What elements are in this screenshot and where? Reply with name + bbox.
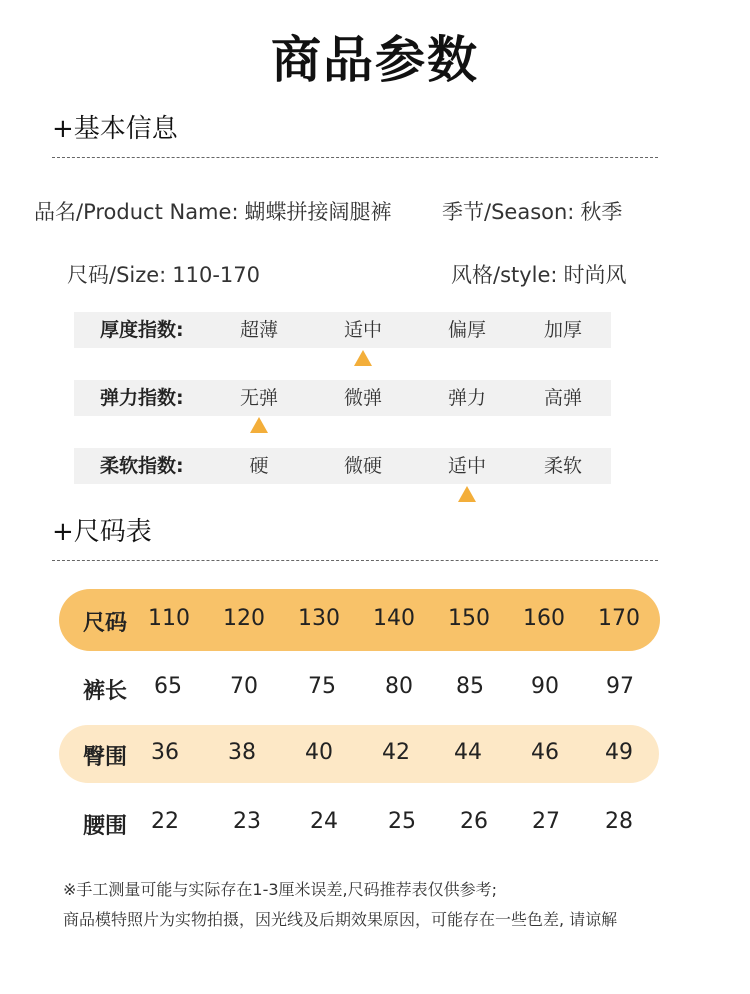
thickness-index-label: 厚度指数: bbox=[100, 319, 184, 341]
table-cell: 36 bbox=[151, 740, 179, 765]
style-field bbox=[451, 259, 627, 289]
size-table-row-label: 臀围 bbox=[83, 745, 128, 770]
size-table-row-label: 尺码 bbox=[83, 611, 128, 636]
softness-option: 硬 bbox=[249, 455, 269, 477]
table-cell: 42 bbox=[382, 740, 410, 765]
table-cell: 27 bbox=[532, 809, 560, 834]
table-cell: 44 bbox=[454, 740, 482, 765]
table-cell: 85 bbox=[456, 674, 484, 699]
basic-info-heading: +基本信息 bbox=[52, 114, 178, 144]
section-divider bbox=[52, 157, 658, 158]
table-cell: 75 bbox=[308, 674, 336, 699]
table-cell: 40 bbox=[305, 740, 333, 765]
elasticity-option: 弹力 bbox=[447, 387, 486, 409]
measurement-note: ※手工测量可能与实际存在1-3厘米误差,尺码推荐表仅供参考; bbox=[63, 880, 498, 899]
season-field bbox=[442, 196, 622, 226]
product-name-label: 品名/Product Name: bbox=[34, 200, 239, 224]
table-cell: 150 bbox=[448, 606, 490, 631]
table-cell: 110 bbox=[148, 606, 190, 631]
table-cell: 38 bbox=[228, 740, 256, 765]
table-cell: 65 bbox=[154, 674, 182, 699]
softness-option: 微硬 bbox=[343, 455, 382, 477]
size-table-row-label: 腰围 bbox=[83, 814, 128, 839]
thickness-option: 偏厚 bbox=[447, 319, 486, 341]
table-cell: 22 bbox=[151, 809, 179, 834]
table-cell: 26 bbox=[460, 809, 488, 834]
table-cell: 49 bbox=[605, 740, 633, 765]
table-cell: 97 bbox=[606, 674, 634, 699]
size-value: 110-170 bbox=[172, 263, 261, 287]
elasticity-option: 无弹 bbox=[239, 387, 278, 409]
size-label: 尺码/Size: bbox=[67, 263, 167, 287]
size-field bbox=[67, 259, 260, 289]
size-chart-heading: +尺码表 bbox=[52, 517, 152, 547]
table-cell: 23 bbox=[233, 809, 261, 834]
table-cell: 25 bbox=[388, 809, 416, 834]
thickness-indicator-icon bbox=[354, 350, 372, 366]
thickness-option: 适中 bbox=[343, 319, 382, 341]
size-table-row-label: 裤长 bbox=[83, 679, 128, 704]
table-cell: 140 bbox=[373, 606, 415, 631]
table-cell: 90 bbox=[531, 674, 559, 699]
elasticity-option: 高弹 bbox=[543, 387, 582, 409]
table-cell: 120 bbox=[223, 606, 265, 631]
elasticity-indicator-icon bbox=[250, 417, 268, 433]
table-cell: 28 bbox=[605, 809, 633, 834]
section-divider bbox=[52, 560, 658, 561]
product-name-value: 蝴蝶拼接阔腿裤 bbox=[244, 200, 392, 224]
softness-option: 适中 bbox=[447, 455, 486, 477]
thickness-option: 加厚 bbox=[543, 319, 582, 341]
table-cell: 130 bbox=[298, 606, 340, 631]
table-cell: 170 bbox=[598, 606, 640, 631]
color-note: 商品模特照片为实物拍摄，因光线及后期效果原因，可能存在一些色差, 请谅解 bbox=[63, 910, 618, 929]
thickness-option: 超薄 bbox=[239, 319, 278, 341]
season-value: 秋季 bbox=[580, 200, 623, 224]
table-cell: 160 bbox=[523, 606, 565, 631]
table-cell: 46 bbox=[531, 740, 559, 765]
season-label: 季节/Season: bbox=[442, 200, 575, 224]
softness-index-label: 柔软指数: bbox=[100, 455, 184, 477]
product-name-field bbox=[34, 196, 392, 226]
table-cell: 70 bbox=[230, 674, 258, 699]
table-cell: 80 bbox=[385, 674, 413, 699]
elasticity-index-label: 弹力指数: bbox=[100, 387, 184, 409]
elasticity-option: 微弹 bbox=[343, 387, 382, 409]
softness-option: 柔软 bbox=[543, 455, 582, 477]
style-value: 时尚风 bbox=[563, 263, 627, 287]
softness-indicator-icon bbox=[458, 486, 476, 502]
page-title: 商品参数 bbox=[271, 31, 479, 89]
style-label: 风格/style: bbox=[451, 263, 558, 287]
table-cell: 24 bbox=[310, 809, 338, 834]
